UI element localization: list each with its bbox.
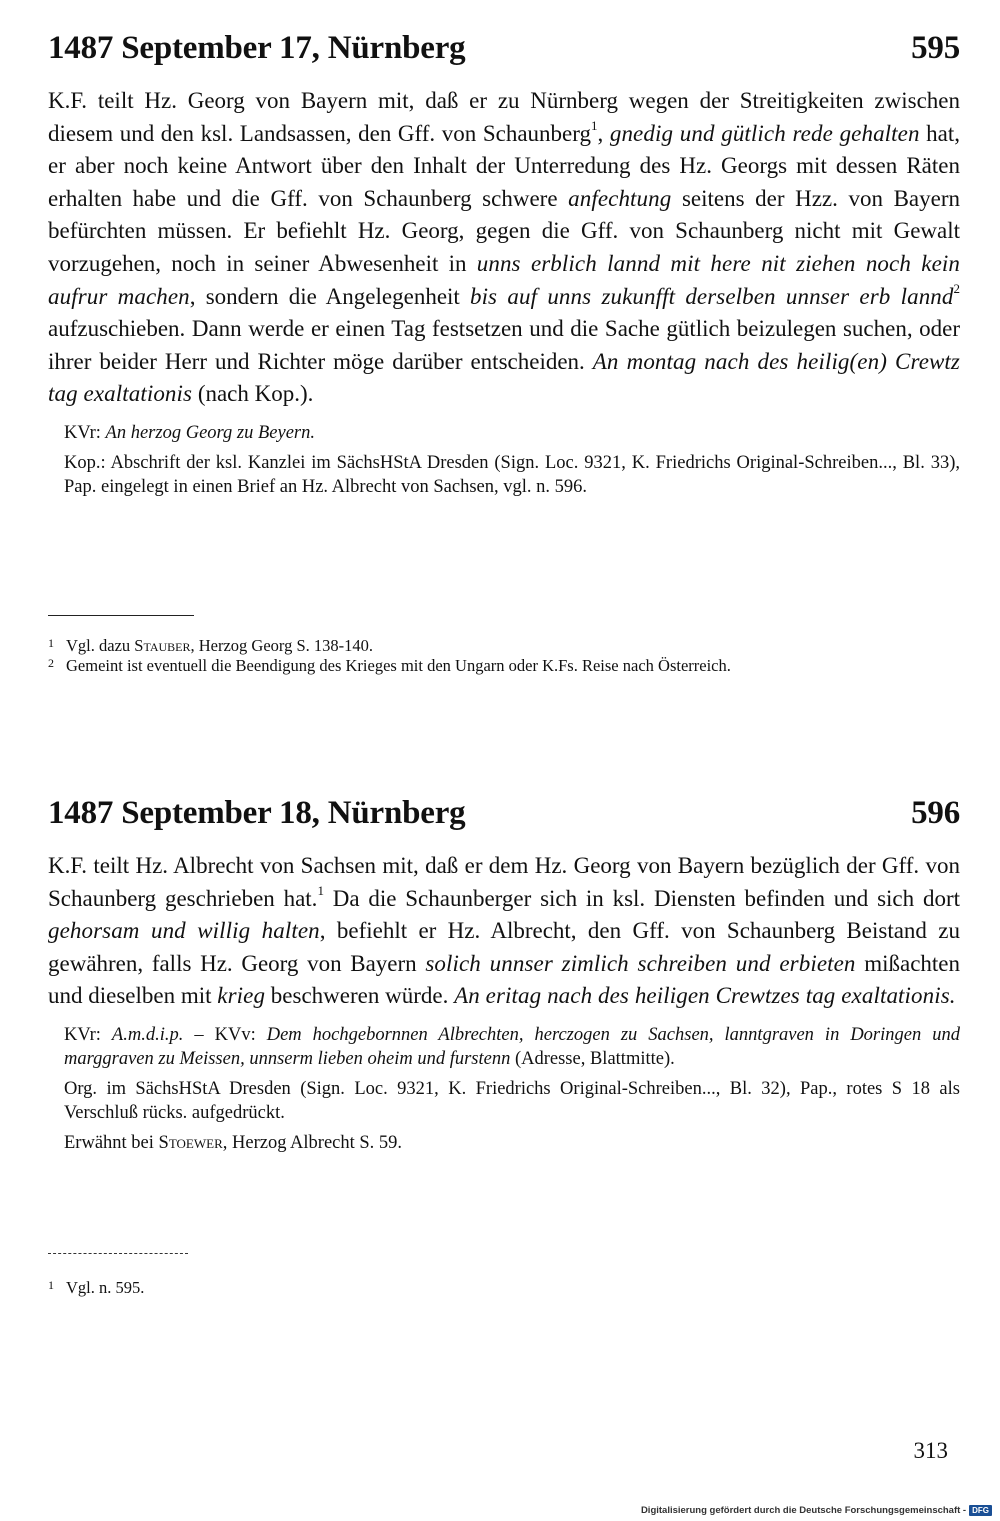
quoted-text: gnedig und gütlich rede gehalten <box>609 120 920 146</box>
quoted-text: An eritag nach des heiligen Crewtzes tag exaltationis. <box>454 983 956 1009</box>
entry-number: 595 <box>911 30 960 66</box>
quoted-text: anfechtung <box>568 185 672 211</box>
footnote-separator <box>48 1253 188 1254</box>
text-run: hat, er aber noch keine Antwort über den Inhalt der Unterredung des Hz. Georgs mit dessen Räten erhalten habe und die Gff. von Schaunberg schwere <box>48 120 961 211</box>
footnote-mark: 1 <box>48 636 54 650</box>
text-run: (Adresse, Blattmitte). <box>510 1048 675 1069</box>
footnotes-595 <box>48 636 960 676</box>
quoted-text: Dem hochgebornnen Albrechten, herczogen zu Sachsen, lanntgraven in Doringen und marggraven zu Meissen, unnserm lieben oheim und furstenn <box>64 1024 960 1069</box>
regest-text <box>48 85 960 411</box>
quoted-text: gehorsam und willig halten <box>48 918 320 944</box>
quoted-text: unns erblich lannd mit here nit ziehen noch kein aufrur machen <box>48 250 960 309</box>
entry-title: 1487 September 18, Nürnberg <box>48 795 466 831</box>
source-note <box>64 1077 960 1125</box>
text-run: , Herzog Georg S. 138-140. <box>190 636 374 655</box>
page-number: 313 <box>913 1438 948 1463</box>
text-run: , befiehlt er Hz. Albrecht, den Gff. von Schaunberg Beistand zu gewähren, falls Hz. Georg von Bayern <box>48 918 960 976</box>
text-run: Kop.: Abschrift der ksl. Kanzlei im SächsHStA Dresden (Sign. Loc. 9321, K. Friedrichs Original-Schreiben..., Bl. 33), Pap. eingelegt in einen Brief an Hz. Albrecht von Sachsen, vgl. n. 596. <box>64 452 960 497</box>
text-run: beschweren würde. <box>265 983 455 1009</box>
text-run: Erwähnt bei <box>64 1132 159 1153</box>
text-run: Stauber <box>134 636 191 655</box>
footnote-ref: 1 <box>591 117 598 133</box>
text-run: Da die Schaunberger sich in ksl. Diensten befinden und sich dort <box>323 885 960 911</box>
text-run: Org. im SächsHStA Dresden (Sign. Loc. 9321, K. Friedrichs Original-Schreiben..., Bl. 32), Pap., rotes S 18 als Verschluß rücks. aufgedrückt. <box>64 1078 960 1123</box>
source-note <box>64 451 960 499</box>
quoted-text: solich unnser zimlich schreiben und erbieten <box>425 950 856 976</box>
footnote <box>48 636 960 656</box>
quoted-text: bis auf unns zukunfft derselben unnser erb lannd <box>469 283 954 309</box>
text-run: KVr: <box>64 422 106 443</box>
text-run: Vgl. dazu <box>66 636 135 655</box>
footnote-text <box>66 636 960 656</box>
footnotes-596 <box>48 1278 960 1298</box>
dfg-logo: DFG <box>969 1505 992 1516</box>
text-run: , Herzog Albrecht S. 59. <box>222 1132 403 1153</box>
literature-note <box>64 1131 960 1155</box>
text-run: Vgl. n. 595. <box>66 1278 145 1297</box>
footnote-ref: 1 <box>317 882 324 898</box>
text-run: aufzuschieben. Dann werde er einen Tag festsetzen und die Sache gütlich beizulegen suchen, oder ihrer beider Herr und Richter möge darüber entscheiden. <box>48 316 960 374</box>
text-run: Gemeint ist eventuell die Beendigung des Krieges mit den Ungarn oder K.Fs. Reise nach Österreich. <box>66 656 731 675</box>
text-run: K.F. teilt Hz. Albrecht von Sachsen mit, daß er dem Hz. Georg von Bayern bezüglich der Gff. von Schaunberg geschrieben hat. <box>48 853 960 911</box>
quoted-text: krieg <box>217 983 266 1009</box>
digitization-credit <box>641 1505 992 1516</box>
footnote-mark: 1 <box>48 1278 54 1292</box>
entry-596 <box>48 795 960 1155</box>
entry-595 <box>48 30 960 499</box>
footnote-text <box>66 656 960 676</box>
regest-text <box>48 850 960 1013</box>
footnote-separator <box>48 615 194 616</box>
endorsement-note <box>64 421 960 445</box>
text-run: K.F. teilt Hz. Georg von Bayern mit, daß er zu Nürnberg wegen der Streitigkeiten zwischen diesem und den ksl. Landsassen, den Gff. von Schaunberg <box>48 88 960 146</box>
text-run: (nach Kop.). <box>192 381 314 407</box>
footnote <box>48 656 960 676</box>
credit-text: Digitalisierung gefördert durch die Deutsche Forschungsgemeinschaft - <box>640 1505 967 1516</box>
text-run: Stoewer <box>158 1132 223 1153</box>
text-run: mißachten und dieselben mit <box>48 950 961 1009</box>
footnote-ref: 2 <box>953 280 961 296</box>
text-run: , sondern die Angelegenheit <box>189 283 470 309</box>
endorsement-note <box>64 1023 960 1071</box>
quoted-text: An herzog Georg zu Beyern. <box>105 422 315 443</box>
text-run: – KVv: <box>183 1024 267 1045</box>
footnote-text <box>66 1278 960 1298</box>
footnote <box>48 1278 960 1298</box>
entry-heading <box>48 30 960 67</box>
text-run: , <box>597 120 610 146</box>
entry-heading <box>48 795 960 832</box>
text-run: seitens der Hzz. von Bayern befürchten müssen. Er befiehlt Hz. Georg, gegen die Gff. von Schaunberg nicht mit Gewalt vorzugehen, noch in seiner Abwesenheit in <box>48 185 960 276</box>
quoted-text: A.m.d.i.p. <box>111 1024 184 1045</box>
text-run: KVr: <box>64 1024 112 1045</box>
quoted-text: An montag nach des heilig(en) Crewtz tag exaltationis <box>48 348 960 407</box>
entry-number: 596 <box>911 795 960 831</box>
entry-title: 1487 September 17, Nürnberg <box>48 30 466 66</box>
footnote-mark: 2 <box>48 656 54 670</box>
